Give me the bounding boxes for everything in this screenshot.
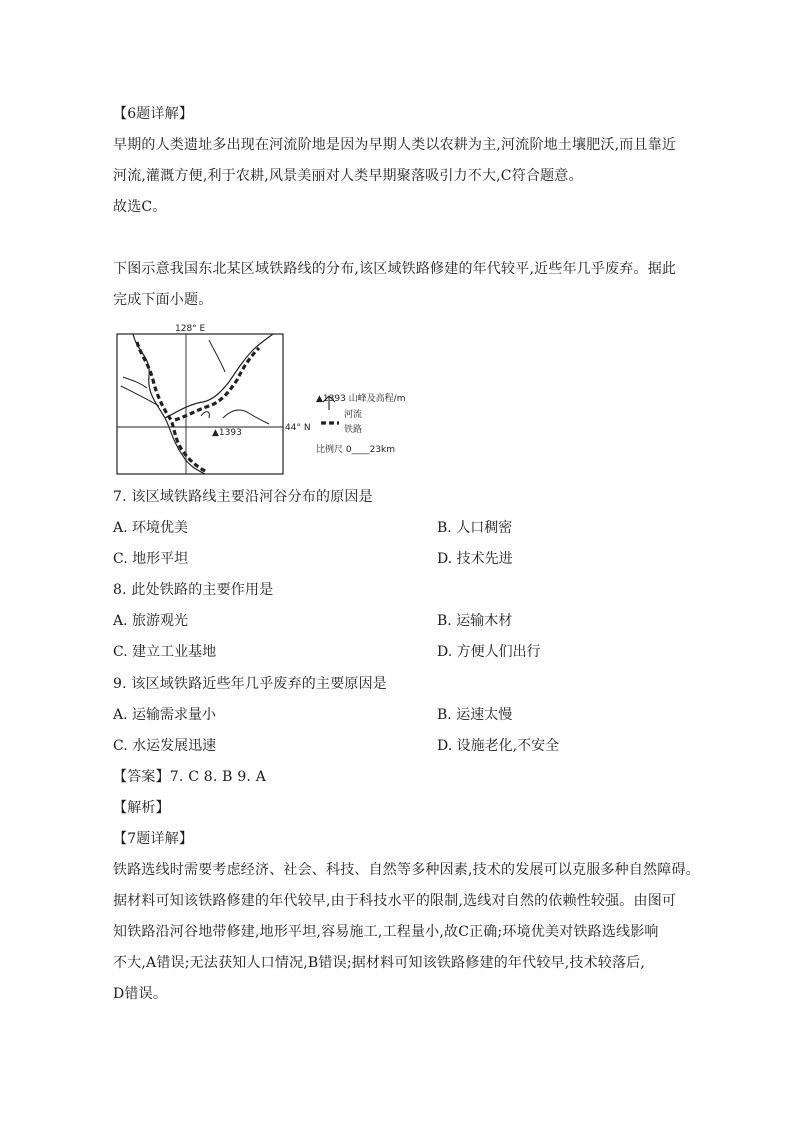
question-8-option-c: C. 建立工业基地 — [113, 644, 217, 660]
q6-line-2: 河流,灌溉方便,利于农耕,风景美丽对人类早期聚落吸引力不大,C符合题意。 — [113, 168, 583, 184]
map-frame — [117, 334, 283, 474]
question-9-option-b: B. 运速太慢 — [437, 707, 513, 723]
question-7-option-c: C. 地形平坦 — [113, 551, 189, 567]
legend-river: 河流 — [344, 410, 363, 420]
question-9-stem: 9. 该区域铁路近些年几乎废弃的主要原因是 — [113, 676, 388, 692]
q7-line-4: 不大,A错误;无法获知人口情况,B错误;据材料可知该铁路修建的年代较早,技术较落后, — [113, 955, 646, 971]
q6-line-3: 故选C。 — [113, 199, 167, 215]
question-8-option-d: D. 方便人们出行 — [437, 644, 541, 660]
question-9-option-a: A. 运输需求量小 — [113, 707, 217, 723]
legend-scale: 比例尺 0____23km — [316, 445, 396, 455]
q7-line-2: 据材料可知该铁路修建的年代较早,由于科技水平的限制,选线对自然的依赖性较强。由图可 — [113, 893, 677, 909]
q7-line-5: D错误。 — [113, 986, 168, 1002]
river-branch-ne — [165, 334, 273, 418]
q7-header: 【7题详解】 — [113, 831, 194, 847]
q6-header: 【6题详解】 — [113, 106, 194, 122]
question-9-option-c: C. 水运发展迅速 — [113, 738, 217, 754]
river-loop — [201, 412, 209, 418]
legend-rail: 铁路 — [344, 425, 363, 435]
intro-line-1: 下图示意我国东北某区域铁路线的分布,该区域铁路修建的年代较平,近些年几乎废弃。据此 — [113, 261, 677, 277]
question-9-option-d: D. 设施老化,不安全 — [437, 738, 560, 754]
river-north — [209, 340, 225, 372]
river-east — [223, 410, 269, 424]
legend-peak: ▲1393 山峰及高程/m — [316, 394, 406, 404]
answer-line: 【答案】7. C 8. B 9. A — [113, 769, 267, 785]
river-west — [121, 386, 159, 406]
river-left — [123, 377, 147, 388]
q6-line-1: 早期的人类遗址多出现在河流阶地是因为早期人类以农耕为主,河流阶地土壤肥沃,而且靠近 — [113, 137, 677, 153]
question-7-stem: 7. 该区域铁路线主要沿河谷分布的原因是 — [113, 489, 373, 505]
question-7-option-d: D. 技术先进 — [437, 551, 513, 567]
railway-branch — [175, 348, 259, 420]
question-7-option-b: B. 人口稠密 — [437, 520, 513, 536]
question-8-option-a: A. 旅游观光 — [113, 613, 189, 629]
question-8-option-b: B. 运输木材 — [437, 613, 513, 629]
latitude-label: 44° N — [285, 423, 311, 433]
longitude-label: 128° E — [175, 324, 206, 334]
question-7-option-a: A. 环境优美 — [113, 520, 189, 536]
analysis-header: 【解析】 — [113, 800, 170, 816]
intro-line-2: 完成下面小题。 — [113, 292, 213, 308]
question-8-stem: 8. 此处铁路的主要作用是 — [113, 582, 274, 598]
q7-line-3: 知铁路沿河谷地带修建,地形平坦,容易施工,工程量小,故C正确;环境优美对铁路选线影响 — [113, 924, 659, 940]
peak-label: ▲1393 — [212, 428, 242, 438]
q7-line-1: 铁路选线时需要考虑经济、社会、科技、自然等多种因素,技术的发展可以克服多种自然障碍。 — [113, 862, 700, 878]
railway-map-figure — [113, 322, 423, 480]
